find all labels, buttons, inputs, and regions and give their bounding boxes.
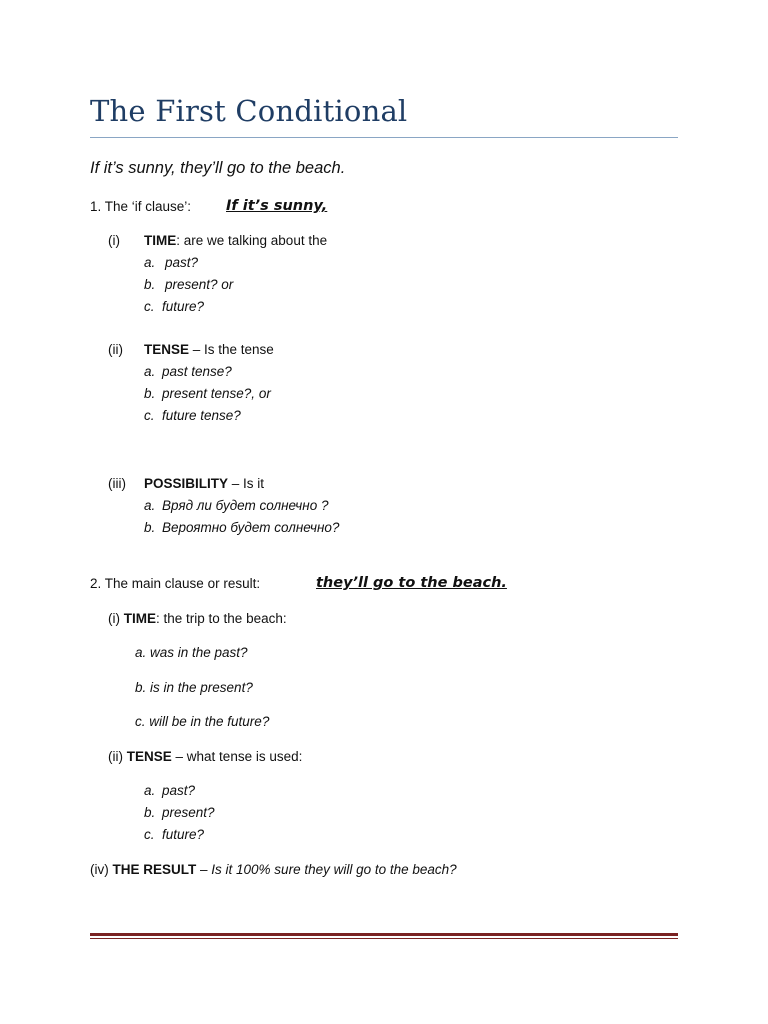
option-text: future? [162,827,205,842]
section2-label: 2. The main clause or result: [90,576,261,591]
option-letter: b. [144,805,156,820]
option-letter: b. [144,277,156,292]
numeral-iii: (iii) [108,476,126,491]
numeral-ii: (ii) [108,749,123,764]
option-letter: b. [144,520,156,535]
option-text: present? or [165,277,234,292]
option-letter: b. [144,386,156,401]
option-text: past? [165,255,199,270]
page-title: The First Conditional [90,94,408,128]
section2-example: they’ll go to the beach. [316,575,507,591]
option-letter: a. [144,498,156,513]
possibility-text: – Is it [228,476,265,491]
numeral-i: (i) [108,611,120,626]
tense-heading: TENSE [144,342,190,357]
tense-heading: TENSE [126,749,172,764]
option-text: Вероятно будет солнечно? [162,520,340,535]
tense-line [144,342,274,357]
option-text: a. was in the past? [135,645,248,660]
tense-text: – Is the tense [189,342,274,357]
option-text: present? [162,805,215,820]
time-heading: TIME [144,233,177,248]
option-text: past tense? [162,364,232,379]
numeral-ii: (ii) [108,342,123,357]
title-divider [90,137,678,138]
result-line [90,862,457,877]
option-letter: a. [144,255,156,270]
option-letter: c. [144,408,155,423]
footer-divider [90,933,678,936]
section2-time-line [108,611,287,626]
result-dash: – [196,862,212,877]
option-letter: a. [144,364,156,379]
tense-text: – what tense is used: [171,749,303,764]
section1-label: 1. The ‘if clause’: [90,199,192,214]
time-text: : are we talking about the [176,233,328,248]
possibility-line [144,476,264,491]
option-text: present tense?, or [162,386,271,401]
option-text: c. will be in the future? [135,714,270,729]
section2-tense-line [108,749,302,764]
option-letter: c. [144,299,155,314]
section1-example: If it’s sunny, [226,198,328,214]
numeral-i: (i) [108,233,120,248]
option-letter: c. [144,827,155,842]
option-text: Вряд ли будет солнечно ? [162,498,329,513]
time-text: : the trip to the beach: [156,611,287,626]
time-line [144,233,327,248]
option-letter: a. [144,783,156,798]
possibility-heading: POSSIBILITY [144,476,229,491]
result-question: Is it 100% sure they will go to the beach? [211,862,457,877]
option-text: past? [162,783,196,798]
option-text: b. is in the present? [135,680,253,695]
time-heading: TIME [123,611,157,626]
example-sentence: If it’s sunny, they’ll go to the beach. [90,159,346,177]
option-text: future? [162,299,205,314]
option-text: future tense? [162,408,241,423]
result-heading: THE RESULT [112,862,197,877]
footer-divider-thin [90,938,678,939]
numeral-iv: (iv) [90,862,109,877]
